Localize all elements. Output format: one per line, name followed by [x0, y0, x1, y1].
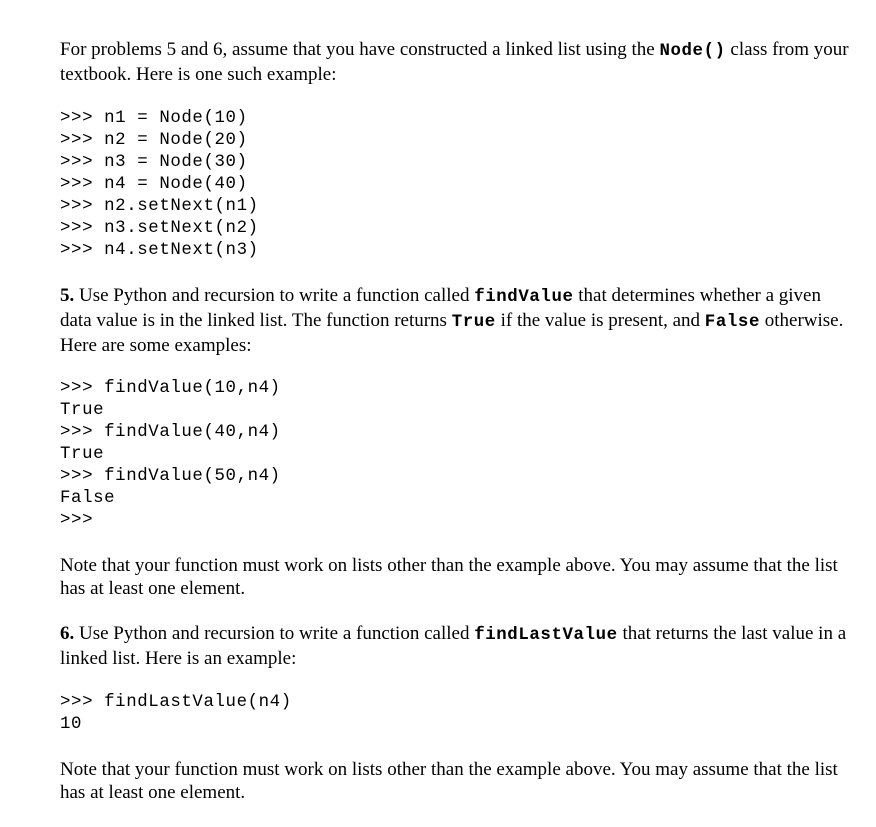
problem5-number: 5.	[60, 285, 75, 306]
problem6-note: Note that your function must work on lists other than the example above. You may assume that the list has at least one element.	[60, 759, 838, 803]
code-line: >>> n4.setNext(n3)	[60, 241, 259, 260]
problem5-text-1: Use Python and recursion to write a function called	[74, 285, 475, 306]
code-line: >>> n1 = Node(10)	[60, 109, 248, 128]
code-line: >>> n2 = Node(20)	[60, 131, 248, 150]
intro-text-2: class from your textbook. Here is one such example:	[60, 39, 849, 85]
code-line: >>> findValue(40,n4)	[60, 423, 281, 442]
code-line: 10	[60, 715, 83, 734]
problem5-text-3: if the value is present, and	[495, 310, 705, 331]
problem5-func-name: findValue	[474, 288, 574, 307]
problem6-paragraph	[60, 622, 850, 670]
code-line: >>> n4 = Node(40)	[60, 175, 248, 194]
document-page	[60, 38, 850, 804]
problem6-text-2: that returns the last value in a linked list. Here is an example:	[60, 623, 847, 669]
problem5-text-4: otherwise. Here are some examples:	[60, 310, 844, 356]
problem6-func-name: findLastValue	[474, 626, 618, 645]
problem5-paragraph	[60, 284, 850, 357]
code-line: True	[60, 401, 105, 420]
intro-text-1: For problems 5 and 6, assume that you have constructed a linked list using the	[60, 39, 660, 60]
intro-paragraph	[60, 38, 850, 86]
intro-node-code: Node()	[659, 42, 726, 61]
code-line: True	[60, 445, 105, 464]
problem5-text-2: that determines whether a given data value is in the linked list. The function returns	[60, 285, 821, 331]
code-line: False	[60, 489, 116, 508]
code-line: >>> findLastValue(n4)	[60, 693, 292, 712]
problem6-examples-block	[60, 692, 850, 736]
problem5-note: Note that your function must work on lists other than the example above. You may assume that the list has at least one element.	[60, 555, 838, 599]
code-line: >>> n3.setNext(n2)	[60, 219, 259, 238]
code-line: >>> findValue(10,n4)	[60, 379, 281, 398]
problem5-true-word: True	[451, 313, 496, 332]
code-line: >>> n3 = Node(30)	[60, 153, 248, 172]
problem5-false-word: False	[704, 313, 760, 332]
code-line: >>> findValue(50,n4)	[60, 467, 281, 486]
code-line: >>>	[60, 511, 94, 530]
problem5-examples-block	[60, 378, 850, 532]
code-line: >>> n2.setNext(n1)	[60, 197, 259, 216]
problem6-text-1: Use Python and recursion to write a function called	[74, 623, 475, 644]
example-code-block	[60, 108, 850, 262]
problem6-number: 6.	[60, 623, 75, 644]
